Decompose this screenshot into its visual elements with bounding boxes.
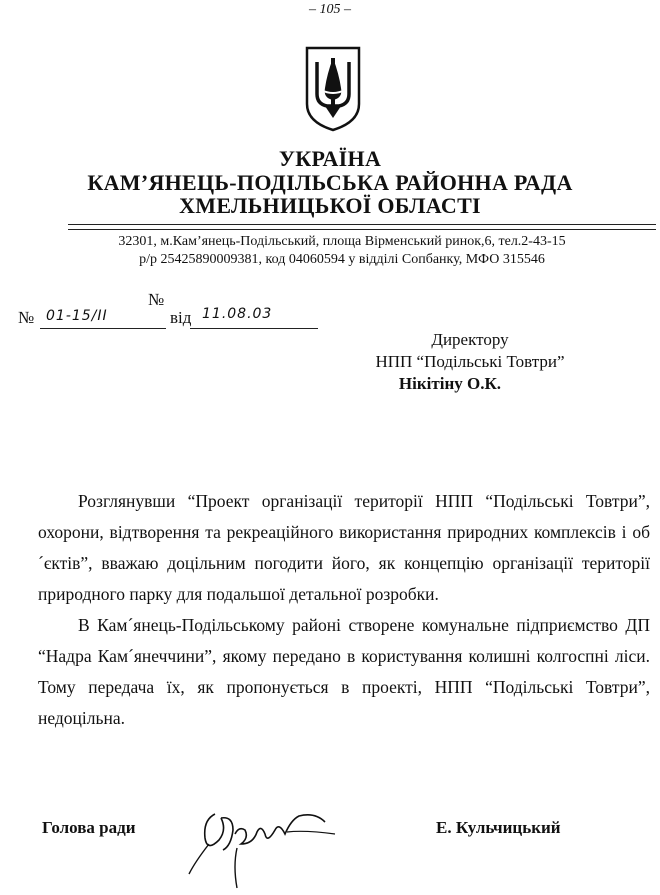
header-rule-thick — [68, 224, 656, 225]
council-name: КАМ’ЯНЕЦЬ-ПОДІЛЬСЬКА РАЙОННА РАДА — [87, 170, 573, 195]
signatory-title: Голова ради — [42, 818, 136, 837]
registration-line — [18, 290, 318, 332]
reg-number-label: № — [18, 308, 35, 327]
council-address: 32301, м.Кам’янець-Подільський, площа Вірменський ринок,6, тел.2-43-15 — [118, 234, 566, 249]
council-bank-details: р/р 25425890009381, код 04060594 у відділі Сопбанку, МФО 315546 — [139, 252, 545, 267]
body-paragraph-1: Розглянувши “Проект організації території НПП “Подільські Товтри”, охорони, відтворення та рекреаційного використання природних комплексів і об´єктів”, вважаю доцільним погодити його, як концепцію організації території природного парку для подальшої детальної розробки. — [38, 491, 650, 604]
addressee-title: Директору — [431, 330, 509, 349]
signatory-name: Е. Кульчицький — [436, 818, 561, 837]
reg-date-value: 11.08.03 — [202, 306, 273, 322]
addressee-name: Нікітіну О.К. — [398, 374, 502, 393]
reg-number-label-top: № — [148, 290, 165, 309]
region-name: ХМЕЛЬНИЦЬКОЇ ОБЛАСТІ — [179, 193, 481, 218]
handwritten-signature-icon — [175, 800, 345, 890]
reg-number-value: 01-15/ІІ — [46, 308, 108, 324]
body-paragraph-2: В Кам´янець-Подільському районі створене комунальне підприємство ДП “Надра Кам´янеччини”, якому передано в користування колишні колгоспні ліси. Тому передача їх, як пропонується в проекті, НПП “Подільські Товтри”, недоцільна. — [38, 615, 650, 728]
header-rule-thin — [68, 229, 656, 230]
trident-emblem-icon — [303, 44, 363, 132]
letter-body — [38, 486, 650, 734]
addressee-organization: НПП “Подільські Товтри” — [375, 352, 565, 371]
country-name: УКРАЇНА — [278, 146, 382, 171]
page-number: – 105 – — [309, 2, 351, 17]
reg-date-label: від — [170, 308, 192, 327]
